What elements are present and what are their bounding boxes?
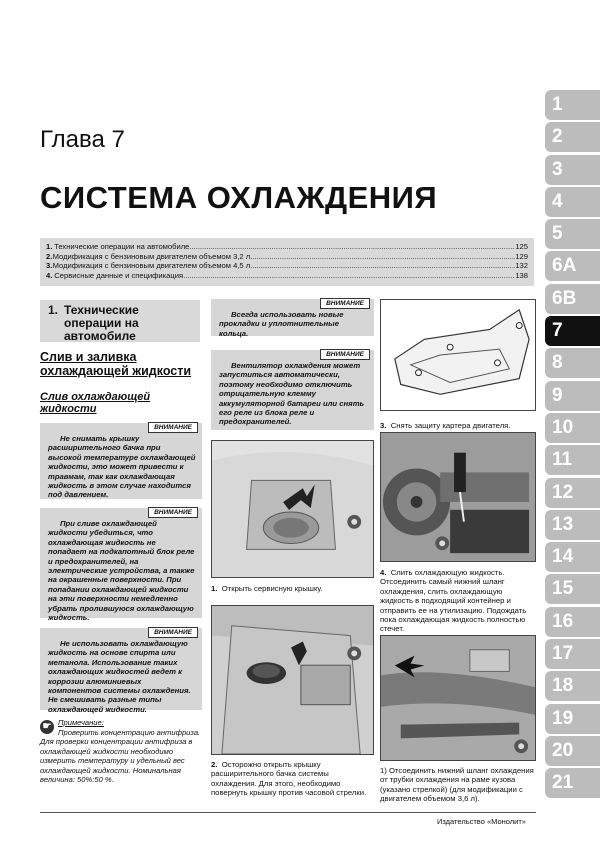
chapter-tab-21[interactable]: 21 [545,768,600,798]
caption-5 [380,766,536,804]
chapter-tab-2[interactable]: 2 [545,122,600,152]
warning-text: Не снимать крышку расширительного бачка при высокой температуре охлаждающей жидкости, это может привести к травмам, так как охлаждающая жидкость в этом случае находится под давлением. [48,434,196,500]
photo-engine-guard [380,299,536,411]
note-first-line: Проверить концентрацию антифриза. [58,727,201,737]
chapter-tab-8[interactable]: 8 [545,348,600,378]
toc-text: Модификация с бензиновым двигателем объемом 4,5 л [52,261,251,271]
chapter-tab-20[interactable]: 20 [545,736,600,766]
warning-box-2 [40,508,202,623]
photo-hose-frame [380,635,536,761]
note-text: Для проверки концентрации антифриза в охлаждающей жидкости необходимо измерить температуру и удельный вес охлаждающей жидкости. Номинальная величина: 50%:50 %. [40,737,193,784]
photo-service-cover [211,440,374,578]
caption-text: 1) Отсоединить нижний шланг охлаждения от трубки охлаждения на раме кузова (указано стрелкой) (для модификации с двигателем объемом 3,6 л). [380,766,534,804]
chapter-tab-13[interactable]: 13 [545,510,600,540]
chapter-title: СИСТЕМА ОХЛАЖДЕНИЯ [40,180,438,215]
warning-box-4 [211,299,374,336]
note-label: Примечание: [58,718,104,727]
publisher: Издательство «Монолит» [437,817,526,826]
pointing-hand-icon: ☛ [40,720,54,734]
caption-text: Слить охлаждающую жидкость. Отсоединить самый нижний шланг охлаждения, слить охлаждающую жидкость в подходящий контейнер и отправить ее на утилизацию. Подождать пока охлаждающая жидкость полностью стечет. [380,568,527,634]
chapter-tab-19[interactable]: 19 [545,704,600,734]
warning-text: Всегда использовать новые прокладки и уплотнительные кольца. [219,310,344,338]
chapter-tab-18[interactable]: 18 [545,671,600,701]
photo-lower-hose [380,432,536,562]
toc-num: 3. [46,261,53,271]
warning-tag: ВНИМАНИЕ [320,298,370,309]
toc-page: 132 [515,261,528,271]
chapter-tab-11[interactable]: 11 [545,445,600,475]
section-title: Технические операции на автомобиле [64,303,139,343]
caption-text: Снять защиту картера двигателя. [390,421,511,430]
subheading: Слив и заливка охлаждающей жидкости [40,350,192,378]
toc-num: 2. [46,251,53,261]
photo-expansion-tank [211,605,374,755]
chapter-tab-17[interactable]: 17 [545,639,600,669]
toc-page: 129 [515,251,528,261]
chapter-label: Глава 7 [40,126,125,153]
caption-number: 3. [380,421,387,430]
chapter-tab-12[interactable]: 12 [545,478,600,508]
toc-text: Модификация с бензиновым двигателем объемом 3,2 л [52,251,251,261]
caption-number: 1. [211,584,218,593]
caption-3 [380,421,536,430]
toc-row [46,261,528,271]
section-number: 1. [48,303,59,317]
caption-1 [211,584,374,593]
section-heading [40,300,200,342]
caption-text: Открыть сервисную крышку. [221,584,323,593]
toc-row [46,271,528,281]
table-of-contents [40,238,534,286]
chapter-tab-10[interactable]: 10 [545,413,600,443]
toc-page: 138 [515,270,528,280]
caption-4 [380,568,536,634]
warning-box-1 [40,423,202,499]
chapter-tab-9[interactable]: 9 [545,381,600,411]
warning-box-3 [40,628,202,714]
warning-text: Не использовать охлаждающую жидкость на основе спирта или метанола. Использование таких охлаждающих жидкостей ведет к коррозии алюминиевых компонентов системы охлаждения. Не смешивать разные типы охлаждающей жидкости. [48,639,191,714]
warning-tag: ВНИМАНИЕ [320,349,370,360]
caption-number: 4. [380,568,387,577]
chapter-tab-7[interactable]: 7 [545,316,600,346]
warning-tag: ВНИМАНИЕ [148,422,198,433]
warning-tag: ВНИМАНИЕ [148,627,198,638]
toc-num: 1. [46,242,53,251]
toc-num: 4. [46,270,53,280]
caption-text: Осторожно открыть крышку расширительного бачка системы охлаждения. Для этого, необходимо повернуть крышку против часовой стрелки. [211,760,367,798]
chapter-tab-16[interactable]: 16 [545,607,600,637]
caption-2 [211,760,374,798]
toc-text: Технические операции на автомобиле [54,242,190,251]
warning-box-5 [211,350,374,430]
chapter-tab-5[interactable]: 5 [545,219,600,249]
chapter-tab-15[interactable]: 15 [545,574,600,604]
chapter-tab-1[interactable]: 1 [545,90,600,120]
toc-row [46,242,528,252]
chapter-tabs [545,90,600,801]
toc-text: Сервисные данные и спецификация [54,270,184,280]
subsubheading: Слив охлаждающей жидкости [40,391,151,415]
warning-text: При сливе охлаждающей жидкости убедиться, что охлаждающая жидкость не попадает на подкапотный блок реле и предохранителей, на электрические устройства, а также на окрашенные поверхности. При попадании охлаждающей жидкости на эти поверхности немедленно убрать пролившуюся охлаждающую жидкость. [48,519,195,623]
chapter-tab-6a[interactable]: 6A [545,251,600,281]
toc-row [46,252,528,262]
chapter-tab-3[interactable]: 3 [545,155,600,185]
note [40,718,202,785]
warning-text: Вентилятор охлаждения может запуститься автоматически, поэтому необходимо отключить отрицательную клемму аккумуляторной батареи или снять его реле из блока реле и предохранителей. [219,361,365,427]
chapter-tab-14[interactable]: 14 [545,542,600,572]
chapter-tab-4[interactable]: 4 [545,187,600,217]
caption-number: 2. [211,760,218,769]
warning-tag: ВНИМАНИЕ [148,507,198,518]
chapter-tab-6b[interactable]: 6B [545,284,600,314]
toc-page: 125 [515,242,528,251]
footer-rule [40,812,536,813]
